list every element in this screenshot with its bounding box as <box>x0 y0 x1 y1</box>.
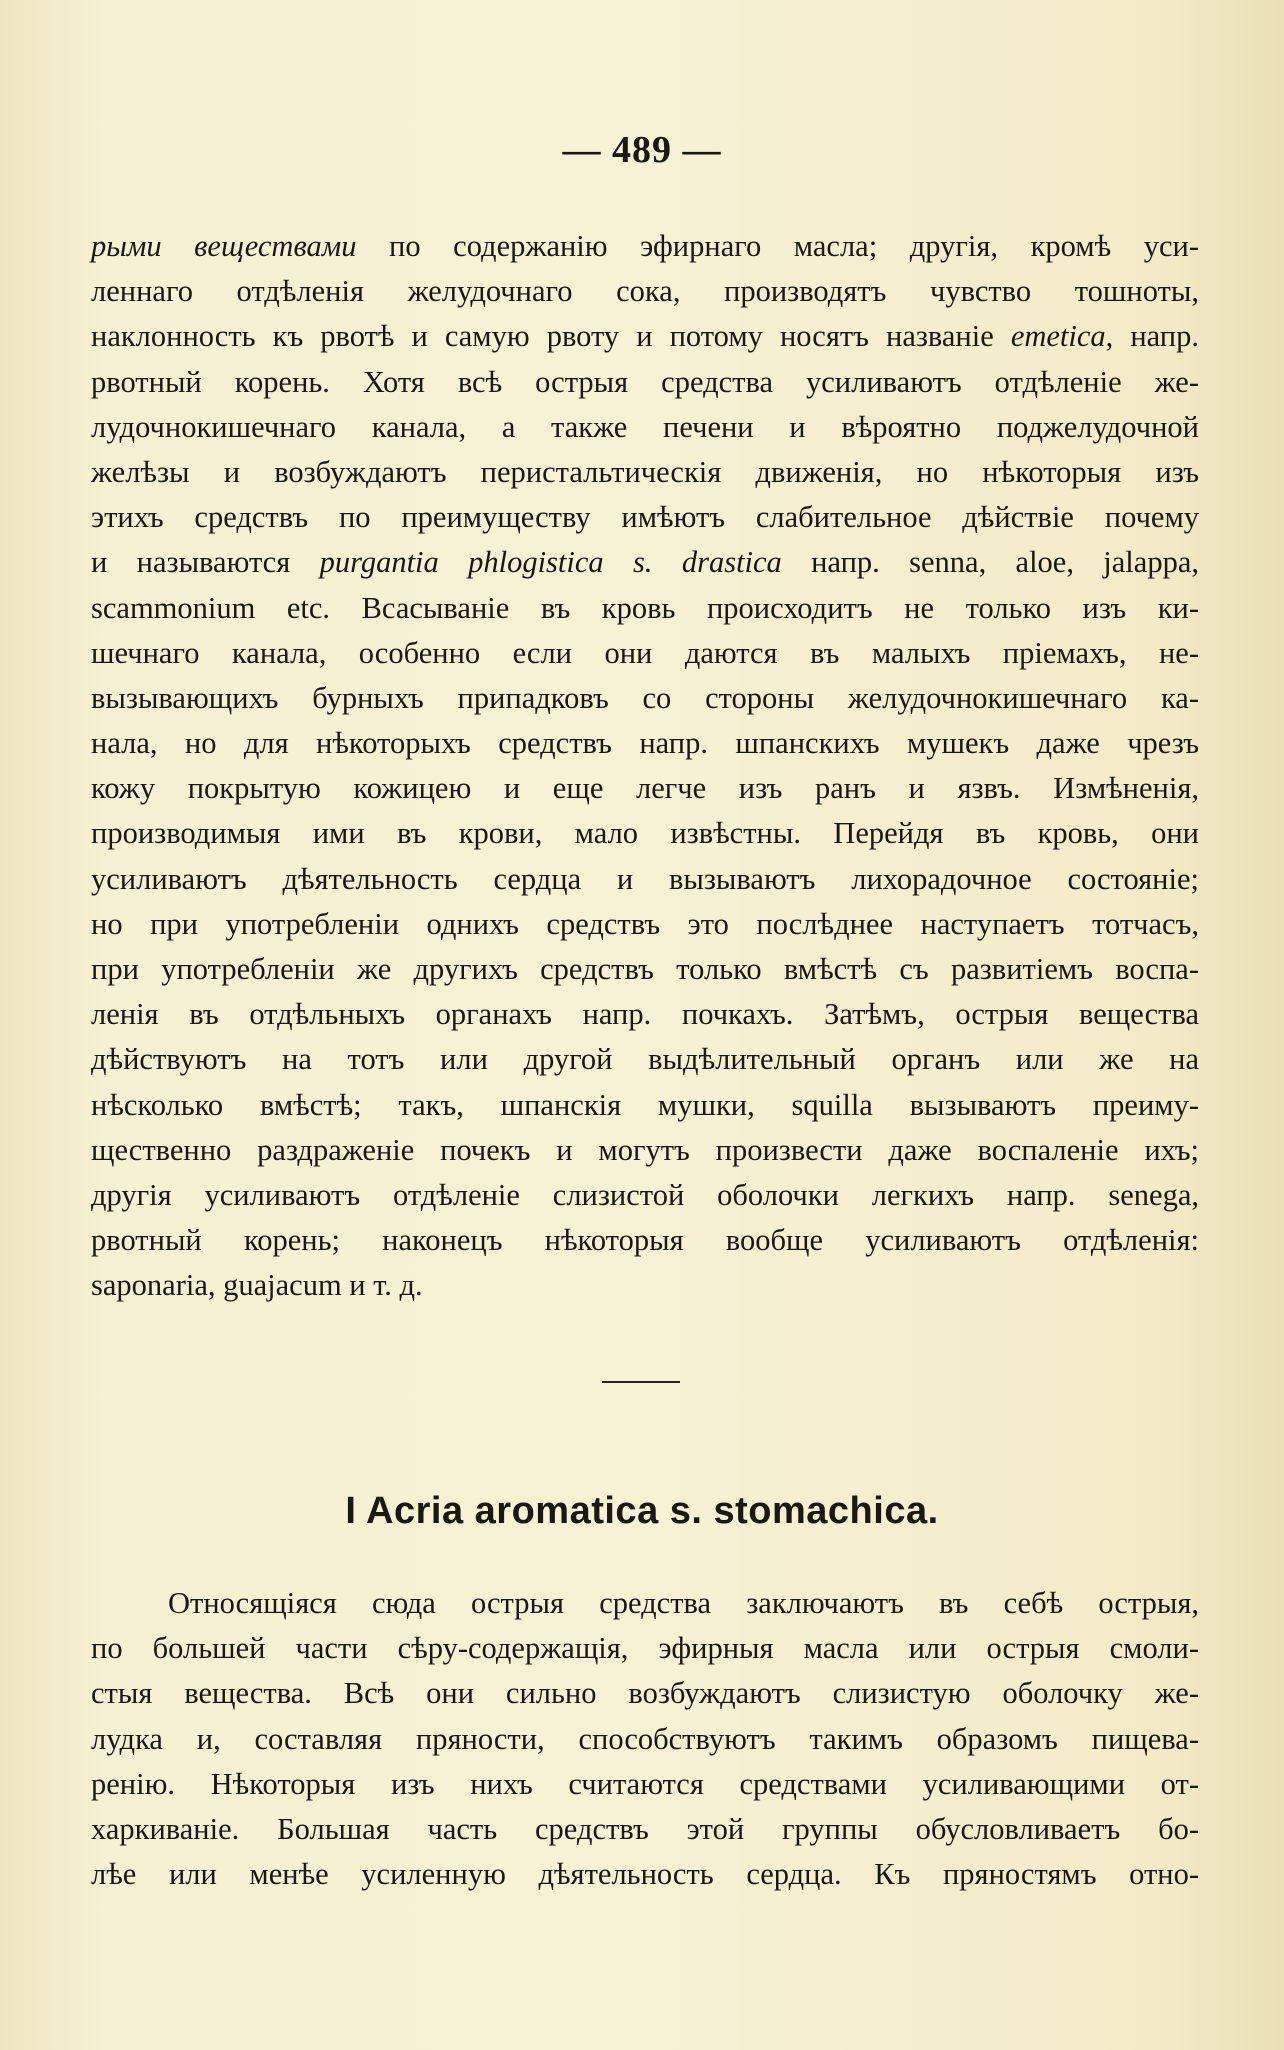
text-run: производимыя ими въ крови, мало извѣстны. Перейдя въ кровь, они <box>91 816 1199 851</box>
text-run: шечнаго канала, особенно если они даются въ малыхъ пріемахъ, не- <box>91 635 1199 670</box>
text-line: по большей части сѣру-содержащія, эфирныя масла или острыя смоли- <box>91 1631 1199 1666</box>
section-divider <box>602 1381 680 1383</box>
text-run: желѣзы и возбуждаютъ перистальтическія движенія, но нѣкоторыя изъ <box>91 454 1199 489</box>
text-line <box>91 1218 1199 1263</box>
text-line <box>91 1037 1199 1082</box>
text-run: щественно раздраженіе почекъ и могутъ произвести даже воспаленіе ихъ; <box>91 1132 1199 1167</box>
text-run: рвотный корень; наконецъ нѣкоторыя вообще усиливаютъ отдѣленія: <box>91 1223 1199 1258</box>
text-line <box>91 495 1199 540</box>
text-run: saponaria, guajacum и т. д. <box>91 1268 423 1303</box>
text-run: рвотный корень. Хотя всѣ острыя средства усиливаютъ отдѣленіе же- <box>91 364 1199 399</box>
text-line: стыя вещества. Всѣ они сильно возбуждаютъ слизистую оболочку же- <box>91 1676 1199 1711</box>
text-run: scammonium etc. Всасываніе въ кровь происходитъ не только изъ ки- <box>91 590 1199 625</box>
text-line <box>91 1173 1199 1218</box>
text-run: вызывающихъ бурныхъ припадковъ со стороны желудочнокишечнаго ка- <box>91 680 1199 715</box>
text-line <box>91 586 1199 631</box>
text-run: по содержанію эфирнаго масла; другія, кромѣ уси- <box>356 229 1199 263</box>
text-line <box>91 224 1199 269</box>
text-run: , напр. <box>1105 319 1199 354</box>
text-line <box>91 1128 1199 1173</box>
text-line <box>91 947 1199 992</box>
text-line <box>91 631 1199 676</box>
text-line <box>91 857 1199 902</box>
text-line <box>91 269 1199 314</box>
text-line: харкиваніе. Большая часть средствъ этой группы обусловливаетъ бо- <box>91 1811 1199 1846</box>
text-run: при употребленіи же другихъ средствъ только вмѣстѣ съ развитіемъ воспа- <box>91 952 1199 986</box>
text-run: нала, но для нѣкоторыхъ средствъ напр. шпанскихъ мушекъ даже чрезъ <box>91 726 1199 761</box>
text-line: лудка и, составляя пряности, способствуютъ такимъ образомъ пищева- <box>91 1721 1199 1756</box>
text-line <box>91 360 1199 405</box>
text-line <box>91 405 1199 450</box>
text-line <box>91 902 1199 947</box>
text-run: и называются <box>91 545 320 580</box>
text-run: леннаго отдѣленія желудочнаго сока, производятъ чувство тошноты, <box>91 274 1199 309</box>
italic-term: purgantia phlogistica s. drastica <box>319 545 782 580</box>
text-line <box>91 766 1199 811</box>
text-run: напр. senna, aloe, jalappa, <box>781 545 1199 580</box>
text-run: ленія въ отдѣльныхъ органахъ напр. почкахъ. Затѣмъ, острыя вещества <box>91 997 1199 1032</box>
section-heading: I Acria aromatica s. stomachica. <box>345 1490 939 1532</box>
text-run: этихъ средствъ по преимуществу имѣютъ слабительное дѣйствіе почему <box>91 500 1199 535</box>
text-line <box>91 992 1199 1037</box>
text-line <box>91 721 1199 766</box>
text-run: дѣйствуютъ на тотъ или другой выдѣлительный органъ или же на <box>91 1042 1199 1077</box>
text-line <box>91 1083 1199 1128</box>
text-run: наклонность къ рвотѣ и самую рвоту и потому носятъ названіе <box>91 319 1011 354</box>
section-paragraph <box>91 1581 1199 1897</box>
text-run: кожу покрытую кожицею и еще легче изъ ранъ и язвъ. Измѣненія, <box>91 771 1199 806</box>
text-line <box>91 1263 1199 1308</box>
top-paragraph <box>91 224 1199 1309</box>
text-line <box>91 811 1199 856</box>
text-run: но при употребленіи однихъ средствъ это послѣднее наступаетъ тотчасъ, <box>91 906 1199 941</box>
text-run: другія усиливаютъ отдѣленіе слизистой оболочки легкихъ напр. senega, <box>91 1177 1199 1212</box>
text-run: лудочнокишечнаго канала, а также печени и вѣроятно поджелудочной <box>91 409 1199 444</box>
text-run: усиливаютъ дѣятельность сердца и вызываютъ лихорадочное состояніе; <box>91 861 1199 896</box>
italic-term: рыми веществами <box>91 229 357 263</box>
text-run: нѣсколько вмѣстѣ; такъ, шпанскія мушки, squilla вызываютъ преиму- <box>91 1087 1199 1122</box>
text-line <box>91 450 1199 495</box>
text-line <box>91 540 1199 585</box>
text-line: лѣе или менѣе усиленную дѣятельность сердца. Къ пряностямъ отно- <box>91 1857 1199 1892</box>
text-line <box>91 676 1199 721</box>
page-number: — 489 — <box>562 129 722 171</box>
text-line: ренію. Нѣкоторыя изъ нихъ считаются средствами усиливающими от- <box>91 1766 1199 1801</box>
italic-term: emetica <box>1010 319 1106 354</box>
text-line: Относящіяся сюда острыя средства заключаютъ въ себѣ острыя, <box>168 1586 1199 1620</box>
text-line <box>91 314 1199 359</box>
